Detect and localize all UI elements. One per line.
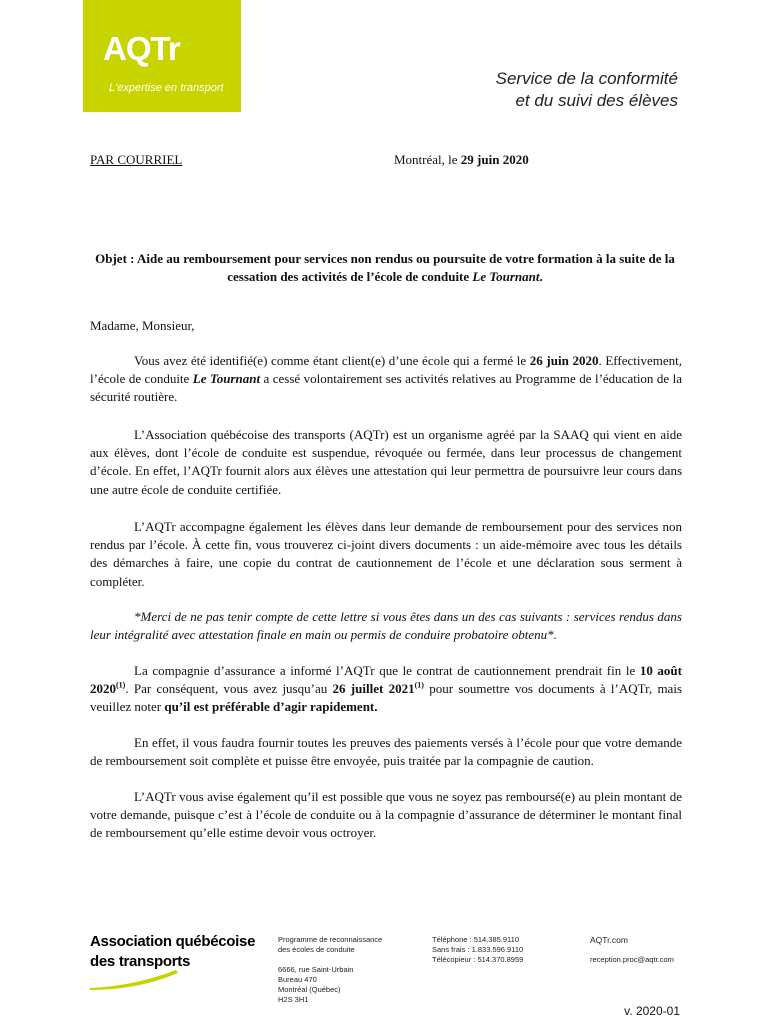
footer-address-line-3: Montréal (Québec) xyxy=(278,985,341,994)
paragraph-1 xyxy=(90,352,682,407)
footer-org-line-2: des transports xyxy=(90,953,190,970)
salutation: Madame, Monsieur, xyxy=(90,318,195,333)
footer-fax: Télécopieur : 514.370.8959 xyxy=(432,955,524,964)
logo-wordmark: AQTr xyxy=(103,30,180,67)
date-value: 29 juin 2020 xyxy=(460,152,529,167)
paragraph-6: L’AQTr vous avise également qu’il est possible que vous ne soyez pas remboursé(e) au plein montant de votre demande, puisque c’est à l’école de conduite ou à la compagnie d’assurance de déterminer le montant final de remboursement qu’elle estime devoir vous octroyer. xyxy=(90,789,682,841)
subject-end: . xyxy=(539,269,543,284)
footer-phone: Téléphone : 514.385.9110 xyxy=(432,935,520,944)
date-prefix: Montréal, le xyxy=(394,152,461,167)
letter-date xyxy=(394,152,529,168)
paragraph-4 xyxy=(90,662,682,717)
footer-email[interactable]: reception.proc@aqtr.com xyxy=(590,955,674,964)
logo-tagline: L'expertise en transport xyxy=(109,82,224,94)
service-line-2: et du suivi des élèves xyxy=(515,91,678,110)
p1-school-name: Le Tournant xyxy=(192,371,261,387)
footer-address-line-2: Bureau 470 xyxy=(278,975,317,984)
p4-emphasis: qu’il est préférable d’agir rapidement. xyxy=(164,699,378,715)
footer-web-block xyxy=(590,935,674,965)
footer-program-line-1: Programme de reconnaissance xyxy=(278,935,383,944)
footer-address-line-4: H2S 3H1 xyxy=(278,995,309,1004)
footer-org-logo xyxy=(90,932,255,972)
paragraph-5: En effet, il vous faudra fournir toutes les preuves des paiements versés à l’école pour que votre demande de remboursement soit complète et puisse être envoyée, puis traitée par la compagnie de caution. xyxy=(90,735,682,769)
p4-footnote-1: (1) xyxy=(116,680,126,690)
p4-end-date: 10 août 2020 xyxy=(90,663,682,697)
p4-text-e: pour soumettre vos documents à l’AQTr, mais veuillez noter xyxy=(90,681,682,715)
p4-text-c: . Par conséquent, vous avez jusqu’au xyxy=(125,681,333,697)
p1-text-c: . Effectivement, l’école de conduite xyxy=(90,353,682,387)
p1-closing-date: 26 juin 2020 xyxy=(529,353,599,368)
service-line-1: Service de la conformité xyxy=(495,69,678,88)
footer-contact-block xyxy=(432,935,523,965)
logo-swoosh-icon xyxy=(90,968,180,992)
p4-footnote-2: (1) xyxy=(414,680,424,690)
footer-website[interactable]: AQTr.com xyxy=(590,935,628,945)
service-heading xyxy=(496,68,678,112)
note-paragraph: *Merci de ne pas tenir compte de cette lettre si vous êtes dans un des cas suivants : services rendus dans leur intégralité avec attestation finale en main ou permis de conduire probatoire obtenu*. xyxy=(90,609,682,643)
version-label: v. 2020-01 xyxy=(624,1004,680,1018)
p4-text-a: La compagnie d’assurance a informé l’AQTr que le contrat de cautionnement prendrait fin le xyxy=(134,663,640,678)
footer-org-line-1: Association québécoise xyxy=(90,933,256,950)
p1-text-a: Vous avez été identifié(e) comme étant client(e) d’une école qui a fermé le xyxy=(134,353,530,368)
p1-text-e: a cessé volontairement ses activités relatives au Programme de l’éducation de la sécurité routière. xyxy=(90,371,682,405)
delivery-method: PAR COURRIEL xyxy=(90,152,183,167)
footer-tollfree: Sans frais : 1.833.596.9110 xyxy=(432,945,524,954)
subject-school: Le Tournant xyxy=(472,269,540,284)
footer-address-line-1: 6666, rue Saint-Urbain xyxy=(278,965,354,974)
subject-lead: Objet : Aide au remboursement pour services non rendus ou poursuite de votre formation à la suite de la cessation des activités de l’école de conduite xyxy=(95,251,675,284)
p4-deadline: 26 juillet 2021 xyxy=(332,681,415,697)
footer-program-block xyxy=(278,935,382,1005)
paragraph-3: L’AQTr accompagne également les élèves dans leur demande de remboursement pour des services non rendus par l’école. À cette fin, vous trouverez ci-joint divers documents : un aide-mémoire avec tous les détails des démarches à faire, une copie du contrat de cautionnement de l’école et une déclaration sous serment à compléter. xyxy=(90,519,682,589)
letter-subject xyxy=(90,250,680,286)
footer-program-line-2: des écoles de conduite xyxy=(278,945,355,954)
aqtr-logo xyxy=(83,0,241,112)
paragraph-2: L’Association québécoise des transports (AQTr) est un organisme agréé par la SAAQ qui vient en aide aux élèves, dont l’école de conduite est suspendue, révoquée ou fermée, dans leur processus de changement d’école. En effet, l’AQTr fournit alors aux élèves une attestation qui leur permettra de poursuivre leur cours dans une autre école de conduite certifiée. xyxy=(90,427,682,497)
